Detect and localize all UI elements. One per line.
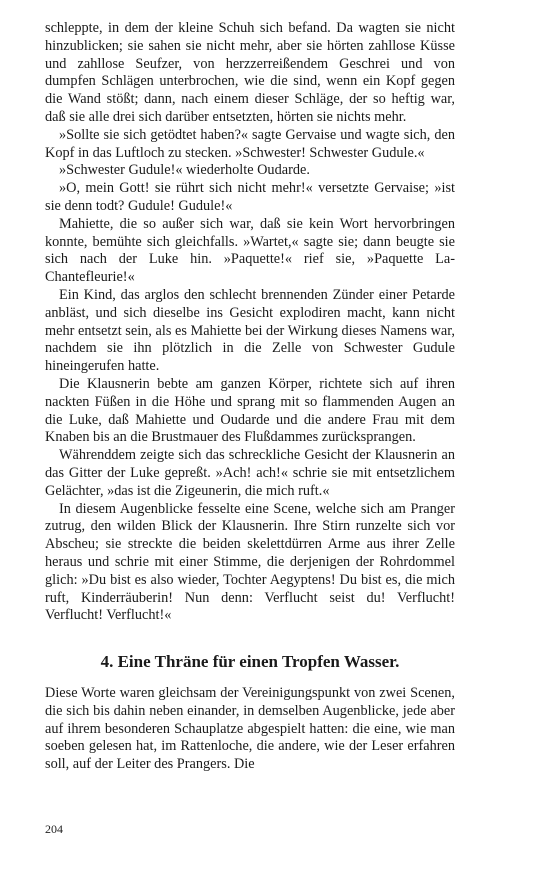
chapter-text-top [45, 20, 455, 625]
page-number: 204 [45, 822, 63, 836]
chapter-text-bottom [45, 685, 455, 774]
section-heading: 4. Eine Thräne für einen Tropfen Wasser. [100, 652, 400, 672]
paragraph: Mahiette, die so außer sich war, daß sie kein Wort hervorbringen konnte, bemühte sich gleichfalls. »Wartet,« sagte sie; dann beugte sie sich nach der Luke hin. »Paquette!« rief sie, »Paquette LaChantefleurie!« [45, 215, 455, 286]
paragraph: Währenddem zeigte sich das schreckliche Gesicht der Klausnerin an das Gitter der Luke gepreßt. »Ach! ach!« schrie sie mit entsetzlichem Gelächter, »das ist die Zigeunerin, die mich ruft.« [45, 447, 455, 499]
paragraph: »Schwester Gudule!« wiederholte Oudarde. [59, 162, 310, 179]
paragraph: Die Klausnerin bebte am ganzen Körper, richtete sich auf ihren nackten Füßen in die Höhe und sprang mit so flammenden Augen an die Luke, daß Mahiette und Oudarde und die andere Frau mit dem Knaben bis an die Brustmauer des Flußdammes zurücksprangen. [45, 375, 455, 446]
paragraph: Diese Worte waren gleichsam der Vereinigungspunkt von zwei Scenen, die sich bis dahin neben einander, in demselben Augenblicke, jede aber auf ihrem besonderen Schauplatze abgespielt hatten: die eine, wie man soeben gelesen hat, im Rattenloche, die andere, wie der Leser erfahren soll, auf der Leiter des Prangers. Die [45, 685, 455, 773]
paragraph: In diesem Augenblicke fesselte eine Scene, welche sich am Pranger zutrug, den wilden Blick der Klausnerin. Ihre Stirn runzelte sich vor Abscheu; sie streckte die beiden skelettdürren Arme aus ihrer Zelle heraus und schrie mit einer Stimme, die derjenigen der Rohrdommel glich: »Du bist es also wieder, Tochter Aegyptens! Du bist es, die mich ruft, Kinderräuberin! Nun denn: Verflucht seist du! Verflucht! Verflucht! Verflucht!« [45, 500, 455, 624]
paragraph: »Sollte sie sich getödtet haben?« sagte Gervaise und wagte sich, den Kopf in das Luftloch zu stecken. »Schwester! Schwester Gudule.« [45, 126, 455, 161]
book-page [45, 20, 455, 774]
paragraph: Ein Kind, das arglos den schlecht brennenden Zünder einer Petarde anbläst, und sich dieselbe ins Gesicht explodiren macht, kann nicht mehr entsetzt sein, als es Mahiette bei der Wirkung dieses Namens war, nachdem sie ihn plötzlich in die Zelle von Schwester Gudule hineingerufen hatte. [45, 286, 455, 375]
paragraph: »O, mein Gott! sie rührt sich nicht mehr!« versetzte Gervaise; »ist sie denn todt? Gudule! Gudule!« [45, 180, 455, 214]
paragraph: schleppte, in dem der kleine Schuh sich befand. Da wagten sie nicht hinzublicken; sie sahen sie nicht mehr, aber sie hörten zahllose Küsse und zahllose Seufzer, von herzzerreißendem Geschrei und von dumpfen Schlägen unterbrochen, wie die sind, wenn ein Kopf gegen die Wand stößt; dann, nach einem dieser Schläge, der so heftig war, daß sie alle drei sich darüber entsetzten, hörten sie nichts mehr. [45, 20, 455, 125]
